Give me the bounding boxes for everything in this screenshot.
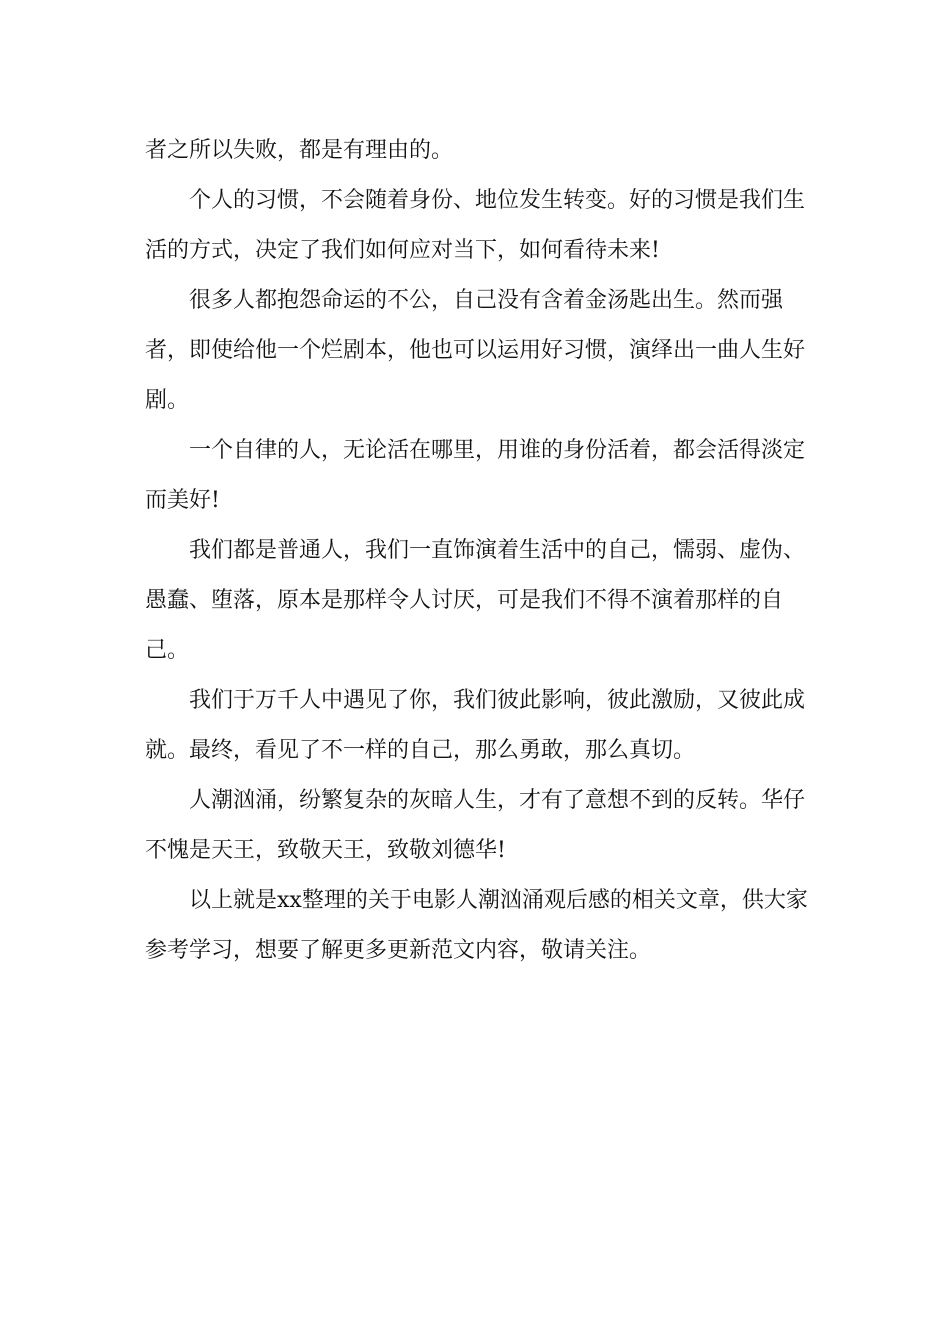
paragraph-habits: 个人的习惯，不会随着身份、地位发生转变。好的习惯是我们生活的方式，决定了我们如何应对当下，如何看待未来! bbox=[145, 188, 806, 263]
paragraph-continuation: 者之所以失败，都是有理由的。 bbox=[145, 138, 454, 163]
paragraph-ordinary-people: 我们都是普通人，我们一直饰演着生活中的自己，懦弱、虚伪、愚蠢、堕落，原本是那样令人讨厌，可是我们不得不演着那样的自己。 bbox=[145, 538, 806, 663]
paragraph-self-discipline: 一个自律的人，无论活在哪里，用谁的身份活着，都会活得淡定而美好! bbox=[145, 438, 806, 513]
paragraph-fate: 很多人都抱怨命运的不公，自己没有含着金汤匙出生。然而强者，即使给他一个烂剧本，他也可以运用好习惯，演绎出一曲人生好剧。 bbox=[145, 288, 806, 413]
document-body bbox=[145, 126, 825, 976]
paragraph-tribute: 人潮汹涌，纷繁复杂的灰暗人生，才有了意想不到的反转。华仔不愧是天王，致敬天王，致敬刘德华! bbox=[145, 788, 806, 863]
paragraph-encounter: 我们于万千人中遇见了你，我们彼此影响，彼此激励，又彼此成就。最终，看见了不一样的自己，那么勇敢，那么真切。 bbox=[145, 688, 806, 763]
paragraph-closing: 以上就是xx整理的关于电影人潮汹涌观后感的相关文章，供大家参考学习，想要了解更多更新范文内容，敬请关注。 bbox=[145, 888, 808, 963]
